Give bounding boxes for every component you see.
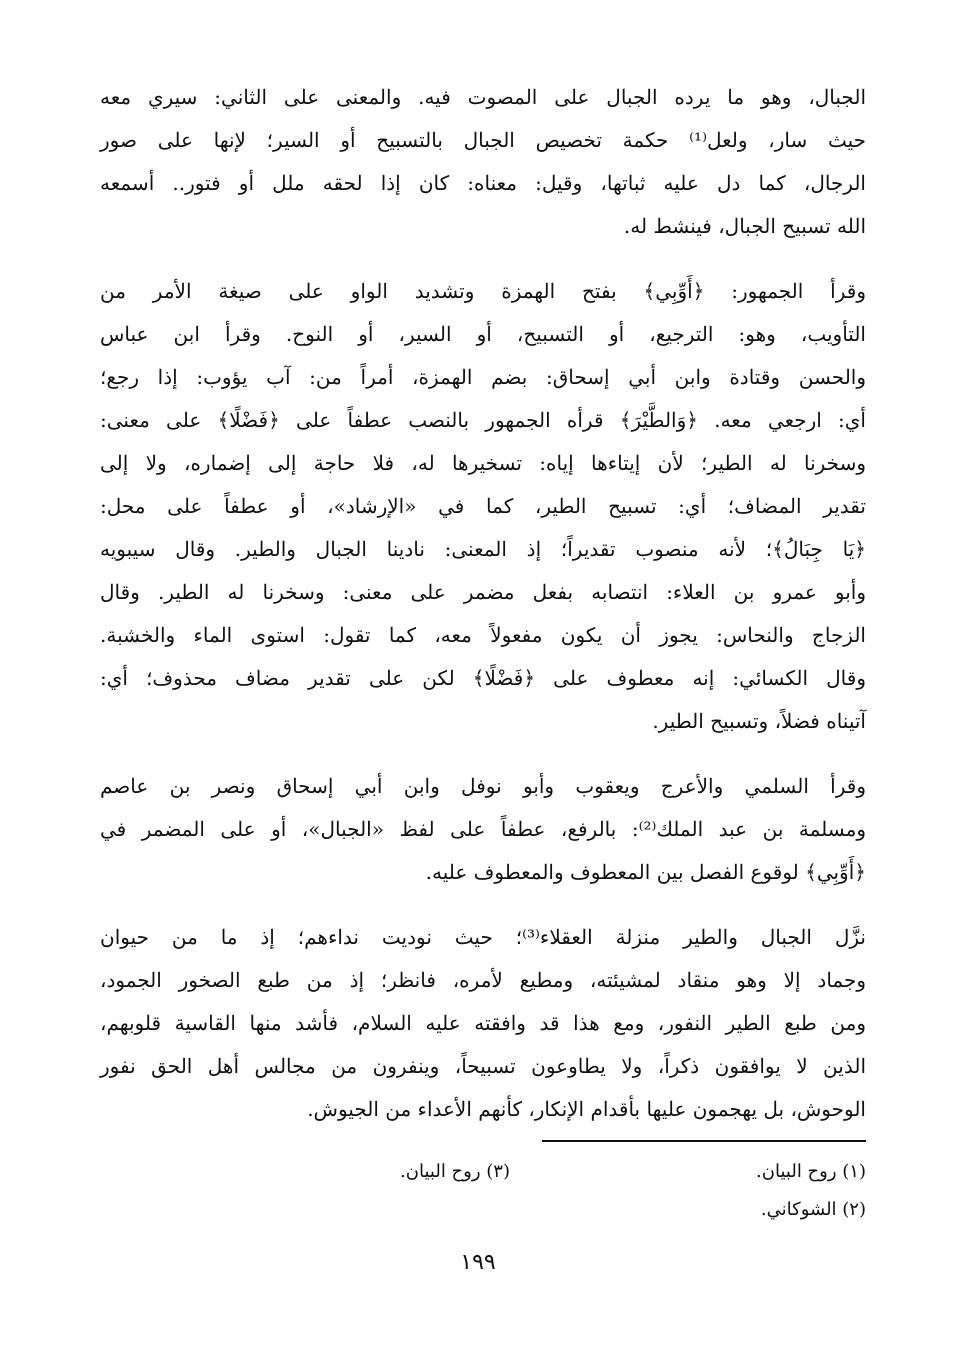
- text-line: الزجاج والنحاس: يجوز أن يكون مفعولاً معه، كما تقول: استوى الماء والخشبة.: [100, 623, 866, 647]
- footnote-row: [100, 1191, 866, 1229]
- footnotes: [100, 1153, 866, 1229]
- text-line: ومن طبع الطير النفور، ومع هذا قد وافقته عليه السلام، فأشد منها القاسية قلوبهم،: [100, 1011, 866, 1035]
- paragraph-2: [100, 270, 866, 743]
- footnote-row: [100, 1153, 866, 1191]
- text-line: وسخرنا له الطير؛ لأن إيتاءها إياه: تسخيرها له، فلا حاجة إلى إضماره، ولا إلى: [100, 451, 866, 475]
- page-body: [100, 76, 866, 1153]
- text-line: الله تسبيح الجبال، فينشط له.: [623, 214, 866, 238]
- paragraph-4: [100, 916, 866, 1131]
- text-line: وأبو عمرو بن العلاء: انتصابه بفعل مضمر على معنى: وسخرنا له الطير. وقال: [100, 580, 866, 604]
- text-line: الجبال، وهو ما يرده الجبال على المصوت فيه. والمعنى على الثاني: سيري معه: [100, 85, 866, 109]
- page-number: ١٩٩: [460, 1250, 496, 1275]
- text-line: ومسلمة بن عبد الملك⁽²⁾: بالرفع، عطفاً على لفظ «الجبال»، أو على المضمر في: [100, 817, 866, 841]
- footnote-separator: [542, 1140, 866, 1142]
- text-line: والحسن وقتادة وابن أبي إسحاق: بضم الهمزة، أمراً من: آب يؤوب: إذا رجع؛: [100, 365, 866, 389]
- text-line: وقرأ الجمهور: ﴿أَوِّبِي﴾ بفتح الهمزة وتشديد الواو على صيغة الأمر من: [100, 279, 866, 303]
- text-line: ﴿أَوِّبِي﴾ لوقوع الفصل بين المعطوف والمعطوف عليه.: [425, 860, 866, 884]
- text-line: وقرأ السلمي والأعرج ويعقوب وأبو نوفل وابن أبي إسحاق ونصر بن عاصم: [100, 774, 866, 798]
- footnote-1: (١) روح البيان.: [756, 1161, 866, 1182]
- text-line: نزَّل الجبال والطير منزلة العقلاء⁽³⁾؛ حيث نوديت نداءهم؛ إذ ما من حيوان: [100, 925, 866, 949]
- text-line: الوحوش، بل يهجمون عليها بأقدام الإنكار، كأنهم الأعداء من الجيوش.: [307, 1097, 866, 1121]
- text-line: ﴿يَا جِبَالُ﴾؛ لأنه منصوب تقديراً؛ إذ المعنى: نادينا الجبال والطير. وقال سيبويه: [100, 537, 866, 561]
- text-line: التأويب، وهو: الترجيع، أو التسبيح، أو السير، أو النوح. وقرأ ابن عباس: [100, 322, 866, 346]
- footnote-3: (٣) روح البيان.: [400, 1161, 510, 1182]
- text-line: الرجال، كما دل عليه ثباتها، وقيل: معناه: كان إذا لحقه ملل أو فتور.. أسمعه: [100, 171, 866, 195]
- text-line: آتيناه فضلاً، وتسبيح الطير.: [652, 709, 866, 733]
- text-line: أي: ارجعي معه. ﴿وَالطَّيْرَ﴾ قرأه الجمهور بالنصب عطفاً على ﴿فَضْلًا﴾ على معنى:: [100, 408, 866, 432]
- text-line: حيث سار، ولعل⁽¹⁾ حكمة تخصيص الجبال بالتسبيح أو السير؛ لإنها على صور: [100, 128, 866, 152]
- text-line: وقال الكسائي: إنه معطوف على ﴿فَضْلًا﴾ لكن على تقدير مضاف محذوف؛ أي:: [100, 666, 866, 690]
- footnote-2: (٢) الشوكاني.: [760, 1199, 866, 1220]
- paragraph-1: [100, 76, 866, 248]
- text-line: تقدير المضاف؛ أي: تسبيح الطير، كما في «الإرشاد»، أو عطفاً على محل:: [100, 494, 866, 518]
- text-line: الذين لا يوافقون ذكراً، ولا يطاوعون تسبيحاً، وينفرون من مجالس أهل الحق نفور: [100, 1054, 866, 1078]
- paragraph-3: [100, 765, 866, 894]
- text-line: وجماد إلا وهو منقاد لمشيئته، ومطيع لأمره، فانظر؛ إذ من طبع الصخور الجمود،: [100, 968, 866, 992]
